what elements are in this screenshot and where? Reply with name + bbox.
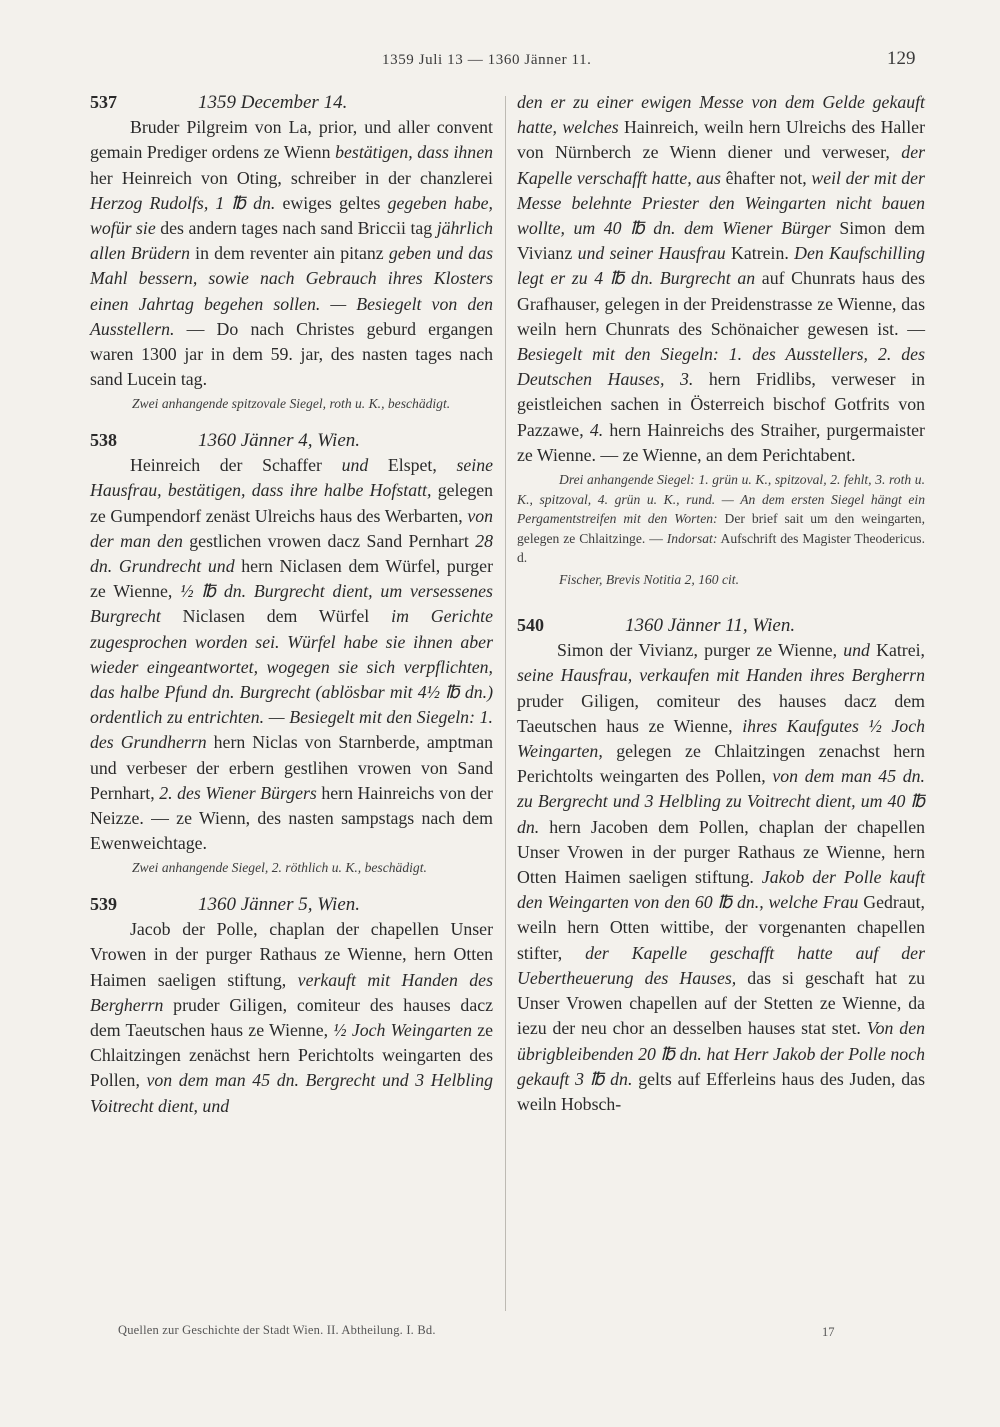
- text-run: Bruder Pilgreim von La, prior, und aller convent gemain Prediger ordens ze Wienn: [90, 117, 493, 163]
- sheet-signature: 17: [822, 1325, 835, 1339]
- text-run: pruder Giligen, comiteur des hauses dacz dem Taeutschen haus ze Wienne,: [517, 690, 925, 736]
- italic-run: im Gerichte zugesprochen worden sei. Würfel habe sie ihnen aber wieder eingeantwortet, wogegen sie sich verpflichten, das halbe Pfund dn. Burgrecht (ablösbar mit 4½ ℔ dn.) ordentlich zu entrichten. — Besiegelt mit den Siegeln: 1. des Grundherrn: [90, 606, 493, 753]
- text-run: gestlichen vrowen dacz Sand Pernhart: [182, 530, 476, 551]
- italic-run: Von den übrigbleibenden 20 ℔ dn. hat Herr Jakob der Polle noch gekauft 3 ℔ dn.: [517, 1018, 925, 1089]
- entry-number: 538: [90, 429, 117, 450]
- text-run: Simon der Vivianz, purger ze Wienne,: [557, 640, 844, 661]
- entry-date: 1360 Jänner 4, Wien.: [198, 429, 361, 451]
- italic-run: und seiner Hausfrau: [577, 243, 726, 264]
- entry-number: 539: [90, 893, 117, 914]
- text-run: gelegen ze Gumpendorf zenäst Ulreichs haus des Werbarten,: [90, 480, 494, 526]
- text-run: gelegen ze Chlaitzingen zenachst hern Perichtolts weingarten des Pollen,: [517, 741, 925, 787]
- italic-run: ½ ℔ dn. Burgrecht dient, um versessenes Burgrecht: [90, 581, 493, 627]
- text-run: hern Fridlibs, verweser in geistleichen sachen in Österreich bischof Gotfrits von Pazzawe,: [517, 369, 926, 440]
- entry-number: 537: [90, 92, 117, 112]
- text-run: hern Hainreichs des Straiher, purgermaister ze Wienne. — ze Wienne, an dem Perichtabent.: [517, 419, 925, 465]
- entry-540: [517, 613, 925, 1117]
- entry-539: [90, 892, 493, 1119]
- entry-number: 540: [517, 615, 544, 636]
- italic-run: und: [341, 455, 369, 476]
- reference-note: Fischer, Brevis Notitia 2, 160 cit.: [559, 571, 739, 587]
- entry-heading: [517, 613, 925, 638]
- italic-run: verkauft mit Handen des Bergherrn: [90, 969, 493, 1015]
- italic-run: seine Hausfrau, verkaufen mit Handen ihres Bergherrn: [517, 665, 925, 686]
- entry-body: [90, 917, 493, 1119]
- italic-run: seine Hausfrau, bestätigen, dass ihre halbe Hofstatt,: [90, 455, 494, 501]
- entry-heading: [90, 428, 493, 453]
- italic-run: weil der mit der Messe belehnte Priester den Weingarten nicht bauen wollte, um 40 ℔ dn. dem Wiener Bürger: [517, 167, 925, 239]
- entry-date: 1360 Jänner 11, Wien.: [625, 615, 796, 637]
- page-number: 129: [887, 48, 916, 69]
- text-run: Katrei,: [869, 640, 925, 661]
- text-run: Heinreich der Schaffer: [130, 455, 342, 476]
- italic-run: jährlich allen Brüdern: [90, 218, 493, 264]
- text-run: auf Chunrats haus des Grafhauser, gelegen in der Preidenstrasse ze Wienne, das weiln hern Chunrats des Schönaicher gewesen ist. —: [517, 268, 925, 339]
- text-run: das si geschaft hat zu Unser Vrowen chapellen auf der Stetten ze Wienne, da iezu der neu chor an desselben hauses stat stet.: [517, 967, 925, 1039]
- entry-body: [90, 453, 493, 856]
- running-head: 1359 Juli 13 — 1360 Jänner 11.: [382, 52, 592, 68]
- italic-run: den er zu einer ewigen Messe von dem Gelde gekauft hatte, welches: [517, 92, 925, 138]
- italic-run: der Kapelle verschafft hatte, aus: [517, 142, 925, 188]
- text-run: Gedraut, weiln hern Otten wittibe, der vorgenanten chapellen stifter,: [517, 892, 925, 963]
- text-run: hern Jacoben dem Pollen, chaplan der chapellen Unser Vrowen in der purger Rathaus ze Wienne, hern Otten Haimen saeligen stiftung.: [517, 816, 925, 888]
- entry-body-continued: [517, 90, 925, 468]
- text-run: Aufschrift des Magister Theodericus. d.: [517, 530, 925, 566]
- column-divider: [505, 96, 506, 1311]
- seal-note: Zwei anhangende Siegel, 2. röthlich u. K., beschädigt.: [132, 860, 427, 876]
- italic-run: geben und das Mahl bessern, sowie nach Gebrauch ihres Klosters einen Jahrtag begehen sollen. — Besiegelt von den Ausstellern.: [90, 243, 493, 339]
- text-run: Elspet,: [368, 455, 457, 476]
- entry-body: [517, 638, 925, 1117]
- entry-body: [90, 115, 493, 392]
- italic-run: Indorsat:: [666, 530, 718, 546]
- seal-note: Zwei anhangende spitzovale Siegel, roth u. K., beschädigt.: [132, 396, 451, 412]
- text-run: Simon dem Vivianz: [517, 218, 926, 264]
- italic-run: Herzog Rudolfs, 1 ℔ dn.: [90, 192, 276, 213]
- entry-537: [90, 90, 493, 414]
- text-run: Niclasen dem Würfel: [160, 606, 392, 627]
- italic-run: 2. des Wiener Bürgers: [159, 782, 317, 803]
- italic-run: von dem man 45 dn. Bergrecht und 3 Helbling Voitrecht dient, und: [90, 1070, 493, 1116]
- italic-run: der Kapelle geschafft hatte auf der Uebertheuerung des Hauses,: [517, 942, 925, 988]
- italic-run: von der man den: [90, 505, 493, 551]
- italic-run: und: [843, 640, 870, 661]
- text-run: Hainreich, weiln hern Ulreichs des Haller von Nürnberch ze Wienn diener und verweser,: [517, 117, 925, 163]
- entry-date: 1359 December 14.: [198, 92, 348, 113]
- text-run: Jacob der Polle, chaplan der chapellen Unser Vrowen in der purger Rathaus ze Wienne, hern Otten Haimen saeligen stiftung,: [90, 919, 493, 990]
- italic-run: bestätigen, dass ihnen: [335, 142, 493, 163]
- text-run: Katrein.: [725, 243, 795, 264]
- text-run: des andern tages nach sand Briccii tag: [155, 218, 437, 239]
- italic-run: ihres Kaufgutes ½ Joch Weingarten,: [517, 715, 925, 762]
- text-run: ewiges geltes: [275, 192, 388, 213]
- italic-run: Drei anhangende Siegel: 1. grün u. K., spitzoval, 2. fehlt, 3. roth u. K., spitzoval, 4. grün u. K., rund. — An dem ersten Siegel hängt ein Pergamentstreifen mit den Worten:: [517, 472, 925, 527]
- italic-run: von dem man 45 dn. zu Bergrecht und 3 Helbling zu Voitrecht dient, um 40 ℔ dn.: [517, 766, 925, 837]
- text-run: her Heinreich von Oting, schreiber in der chanzlerei: [90, 167, 493, 188]
- text-run: pruder Giligen, comiteur des hauses dacz dem Taeutschen haus ze Wienne,: [90, 994, 493, 1040]
- footer-source: Quellen zur Geschichte der Stadt Wien. II. Abtheilung. I. Bd.: [118, 1323, 436, 1337]
- page-header: [0, 48, 1000, 78]
- right-column: [517, 90, 925, 1117]
- text-run: Der brief sait um den weingarten, gelegen ze Chlaitzinge. —: [517, 511, 926, 546]
- entry-heading: [90, 90, 493, 115]
- italic-run: Den Kaufschilling legt er zu 4 ℔ dn. Burgrecht an: [517, 243, 925, 289]
- italic-run: gegeben habe, wofür sie: [90, 192, 493, 239]
- text-run: hern Niclasen dem Würfel, purger ze Wienne,: [90, 555, 493, 602]
- italic-run: Jakob der Polle kauft den Weingarten von den 60 ℔ dn., welche Frau: [517, 867, 926, 913]
- entry-538: [90, 428, 493, 878]
- italic-run: ½ Joch Weingarten: [333, 1019, 472, 1040]
- text-run: — Do nach Christes geburd ergangen waren 1300 jar in dem 59. jar, des nasten tages nach sand Lucein tag.: [90, 318, 493, 390]
- italic-run: 28 dn. Grundrecht und: [90, 530, 493, 576]
- page-footer: [0, 1323, 1000, 1343]
- text-run: hern Niclas von Starnberde, amptman und verbeser der erbern gestlihen vrowen von Sand Pernhart,: [90, 732, 493, 803]
- text-run: êhafter not,: [720, 167, 812, 188]
- entry-heading: [90, 892, 493, 917]
- text-run: gelts auf Efferleins haus des Juden, das weiln Hobsch-: [517, 1068, 925, 1114]
- italic-run: 4.: [589, 419, 604, 440]
- text-run: ze Chlaitzingen zenächst hern Perichtolts weingarten des Pollen,: [90, 1019, 493, 1091]
- seal-note: [517, 470, 925, 568]
- text-run: in dem reventer ain pitanz: [189, 243, 389, 264]
- entry-date: 1360 Jänner 5, Wien.: [198, 893, 361, 915]
- text-run: hern Hainreichs von der Neizze. — ze Wienn, des nasten sampstags nach dem Ewenweichtage.: [90, 782, 493, 854]
- italic-run: Besiegelt mit den Siegeln: 1. des Ausstellers, 2. des Deutschen Hauses, 3.: [517, 344, 925, 390]
- left-column: [90, 90, 493, 1119]
